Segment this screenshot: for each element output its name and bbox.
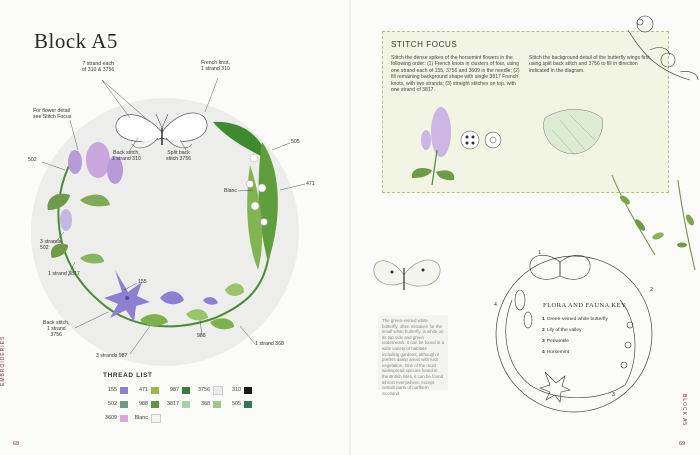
label-505: 505 — [291, 139, 300, 145]
label-flower-detail: For flower detail see Stitch Focus — [33, 108, 72, 121]
label-one-strand-3817: 1 strand 3817 — [48, 271, 80, 277]
key-item: 3 Periwinkle — [542, 339, 570, 344]
label-french-knot: French knot, 1 strand 310 — [201, 60, 230, 73]
label-back-stitch-3756: Back stitch, 1 strand 3756 — [43, 320, 70, 339]
thread-number: Blanc — [134, 415, 148, 421]
stitch-focus-title: STITCH FOCUS — [391, 40, 458, 49]
thread-number: 3817 — [167, 401, 179, 407]
left-side-text: EMBROIDERIES — [0, 335, 6, 386]
butterfly-caption: The green-veined white butterfly, often mistaken for the small white butterfly, is white on its top side and green underneath. It can be found in a wide variety of habitats including gardens, although it prefers damp areas with lush vegetation. One of the most widespread species found in the British Isles, it can be found almost everywhere, except certain parts of northern Scotland. — [382, 318, 445, 396]
key-marker-4: 4 — [494, 302, 497, 308]
right-page-number: 69 — [679, 441, 686, 447]
thread-number: 3756 — [198, 387, 210, 393]
key-marker-3: 3 — [612, 392, 615, 398]
butterfly-wing-diagram-icon — [544, 109, 603, 155]
label-one-strand-368: 1 strand 368 — [255, 341, 284, 347]
label-three-strands-987: 3 strands 987 — [96, 353, 128, 359]
key-title: FLORA AND FAUNA KEY — [543, 302, 627, 309]
right-side-text: BLOCK A5 — [681, 394, 687, 427]
thread-number: 988 — [139, 401, 148, 407]
stitch-focus-text-butterfly: Stitch the background detail of the butterfly wings first, using split back stitch and 3756 to fill in direction indicated in the diagram. — [529, 55, 652, 74]
label-three-strands-502: 3 strands 502 — [40, 239, 62, 252]
thread-number: 368 — [201, 401, 210, 407]
thread-number: 502 — [108, 401, 117, 407]
key-marker-1: 1 — [538, 250, 541, 256]
label-split-back: Split back stitch 3756 — [166, 150, 192, 163]
key-item: 4 Horsemint — [542, 350, 570, 355]
floral-sketch-icon — [628, 16, 698, 80]
left-page-number: 68 — [13, 441, 20, 447]
thread-list-title: THREAD LIST — [103, 372, 153, 379]
label-471: 471 — [306, 181, 315, 187]
label-988: 988 — [197, 333, 206, 339]
butterfly-photo-icon — [374, 260, 440, 290]
key-item: 1 Green-veined white butterfly — [542, 317, 608, 322]
horsemint-diagram-icon — [412, 107, 501, 185]
thread-number: 471 — [139, 387, 148, 393]
thread-number: 155 — [108, 387, 117, 393]
label-blanc: Blanc — [224, 188, 237, 194]
thread-number: 310 — [232, 387, 241, 393]
right-side-tab — [681, 394, 700, 427]
thread-number: 987 — [170, 387, 179, 393]
key-marker-2: 2 — [650, 287, 653, 293]
label-seven-strand: 7 strand each of 310 & 3756 — [82, 61, 115, 74]
page-title: Block A5 — [34, 29, 118, 53]
stitch-focus-text-horsemint: Stitch the dense spikes of the horsemint flowers in the following order: (1) French knots in clusters of four, using one strand each of 155, 3756 and 3609 in the needle; (2) fill remaining background shape with single 3817 French knots, with two strands; (3) straight stitches on top, with one strand of 3817. — [391, 55, 520, 94]
thread-number: 505 — [232, 401, 241, 407]
green-sprig-icon — [612, 175, 696, 270]
label-502: 502 — [28, 157, 37, 163]
key-item: 2 Lily of the valley — [542, 328, 582, 333]
label-back-stitch-310: Back stitch, 1 strand 310 — [112, 150, 141, 163]
label-155: 155 — [138, 279, 147, 285]
thread-number: 3609 — [105, 415, 117, 421]
